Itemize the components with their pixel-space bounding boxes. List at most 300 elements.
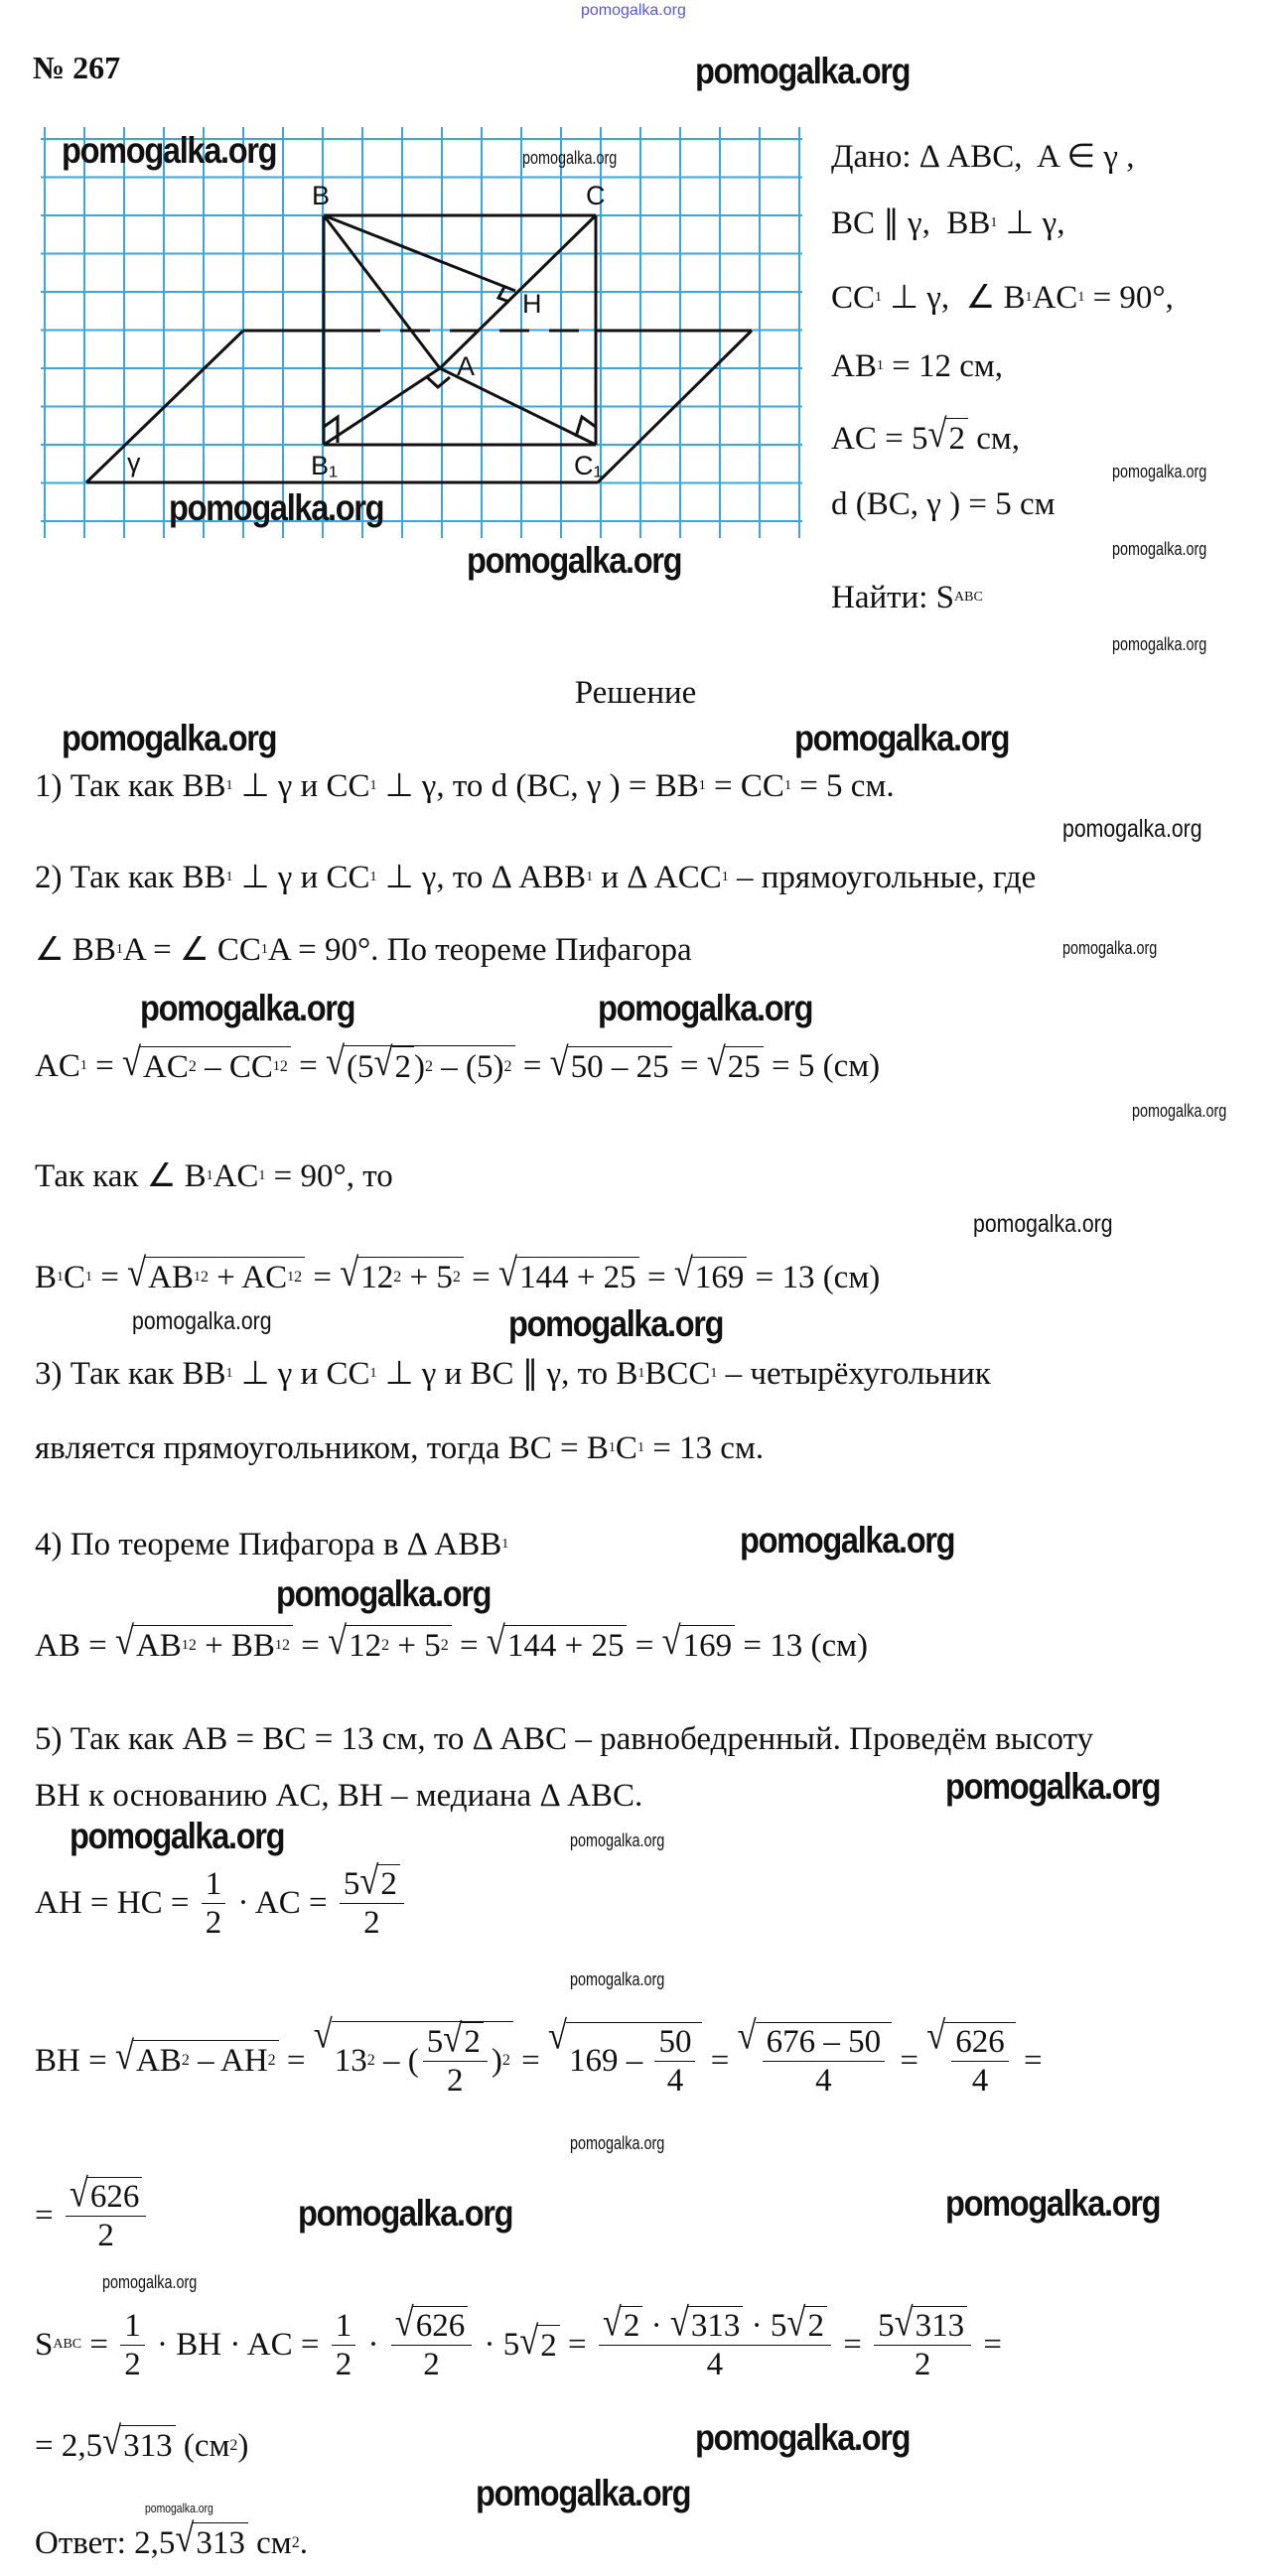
text-run: AC — [35, 1048, 80, 1084]
radical-sign-icon: √ — [549, 1040, 569, 1084]
fraction — [599, 2300, 831, 2383]
radical-sign-icon: √ — [486, 1619, 505, 1664]
text-run: 313 — [196, 2525, 245, 2561]
square-root — [661, 1619, 736, 1666]
radicand — [87, 2177, 143, 2216]
text-run: 50 – 25 — [570, 1048, 669, 1085]
radical-sign-icon: √ — [443, 2016, 463, 2061]
step-2-line-3: Так как ∠ B 1 AC 1 = 90°, то — [35, 1158, 393, 1194]
text-run: и Δ ACC — [593, 860, 722, 895]
radicand — [756, 2022, 893, 2100]
step-5-line-2 — [35, 1776, 642, 1816]
text-run: = — [514, 1048, 550, 1084]
text-run: = 5 см. — [790, 768, 895, 804]
text-run: 626 — [89, 2179, 140, 2215]
radical-sign-icon: √ — [519, 2319, 539, 2363]
text-run: – AH — [189, 2043, 268, 2079]
radicand: AB 1 2 + AC 1 2 — [145, 1257, 305, 1297]
text-run: 25 — [727, 1048, 761, 1085]
text-run: = — [92, 1259, 128, 1295]
step-5-formula-bh — [35, 2012, 1043, 2100]
text-run: ⊥ γ, ∠ B — [882, 280, 1026, 316]
text-run: BCC — [644, 1356, 711, 1392]
text-run: (5 — [347, 1048, 374, 1085]
square-root — [313, 2012, 513, 2100]
step-3-line-2: является прямоугольником, тогда BC = B 1 C 1 = 13 см. — [35, 1430, 765, 1466]
text-run: Ответ: 2,5 — [35, 2524, 176, 2561]
radicand: AB 1 2 + BB 1 2 — [133, 1625, 293, 1666]
text-run: 2 — [914, 2347, 931, 2382]
text-run: ) — [491, 2043, 502, 2079]
watermark: pomogalka.org — [945, 2183, 1161, 2224]
radicand — [680, 1625, 736, 1666]
text-run: Так как ∠ B — [35, 1158, 207, 1194]
watermark: pomogalka.org — [467, 540, 682, 581]
fraction — [654, 2023, 695, 2100]
text-run: ) — [237, 2427, 249, 2464]
text-run: ⊥ γ и CC — [232, 860, 370, 895]
text-run: BC ∥ γ, BB — [831, 205, 991, 241]
watermark: pomogalka.org — [570, 1830, 665, 1850]
grid-paper — [41, 127, 802, 538]
radicand: 12 2 + 5 2 — [357, 1257, 464, 1297]
fraction — [391, 2300, 473, 2383]
watermark: pomogalka.org — [62, 130, 277, 171]
square-root — [102, 2419, 176, 2466]
step-5-formula-area: S ABC = $\frac{1}{2}$ · BH · AC = $\frac{1}{2}$ · √ 626 2 · 5 √ 2 = √ 2 · √ 313 · 5 √ 2 4 = 5 √ 313 2 = — [35, 2300, 1002, 2382]
text-run: + AC — [209, 1260, 288, 1295]
text-run: . — [299, 2524, 308, 2561]
text-run: B — [35, 1259, 58, 1295]
denominator — [707, 2346, 724, 2383]
text-run: ∠ BB — [35, 932, 116, 968]
text-run: 12 — [360, 1260, 394, 1295]
watermark: pomogalka.org — [740, 1520, 955, 1560]
text-run: 2 — [124, 2346, 141, 2382]
text-run: 4 — [706, 2347, 724, 2382]
denominator — [206, 1904, 222, 1942]
radicand — [516, 1257, 639, 1297]
step-5-formula-ah — [35, 1858, 408, 1942]
text-run: ⊥ γ, то Δ ABB — [376, 860, 587, 895]
numerator — [654, 2023, 695, 2062]
text-run: 1 — [335, 2307, 352, 2344]
text-run: 5 — [426, 2023, 444, 2060]
given-line-3: CC 1 ⊥ γ, ∠ B 1 AC 1 = 90°, — [831, 280, 1174, 316]
text-run: · — [642, 2307, 670, 2344]
square-root — [894, 2300, 968, 2345]
numerator — [202, 1865, 226, 1904]
find-line: Найти: S ABC — [831, 580, 983, 615]
text-run: 2 — [380, 1866, 397, 1902]
watermark: pomogalka.org — [62, 718, 277, 758]
text-run: 313 — [915, 2308, 965, 2344]
denominator — [97, 2217, 114, 2254]
watermark: pomogalka.org — [1112, 634, 1207, 654]
text-run: AH = HC = — [35, 1885, 198, 1921]
text-run: = — [1015, 2042, 1043, 2079]
radicand — [413, 2306, 469, 2345]
label-C: C — [586, 181, 606, 210]
watermark: pomogalka.org — [695, 2417, 911, 2458]
text-run: A = ∠ CC — [122, 932, 261, 968]
right-angle-C1 — [576, 417, 596, 437]
radical-sign-icon: √ — [737, 2013, 757, 2058]
radical-sign-icon: √ — [547, 2013, 567, 2058]
step-2-line-1: 2) Так как BB 1 ⊥ γ и CC 1 ⊥ γ, то Δ ABB 1 и Δ ACC 1 – прямоугольные, где — [35, 860, 1037, 895]
radical-sign-icon: √ — [894, 2300, 914, 2345]
watermark: pomogalka.org — [522, 148, 618, 168]
text-run: 169 — [682, 1628, 733, 1664]
text-run: d (BC, γ ) = 5 см — [831, 486, 1056, 522]
text-run: 626 — [955, 2023, 1005, 2060]
step-4-formula-ab — [35, 1619, 868, 1666]
text-run: 4 — [971, 2062, 989, 2099]
watermark: pomogalka.org — [102, 2272, 198, 2292]
text-run: = — [86, 1048, 122, 1084]
text-run: ⊥ γ и BC ∥ γ, то B — [376, 1356, 638, 1392]
text-run: 1 — [124, 2307, 141, 2344]
given-line-6 — [831, 484, 1055, 524]
text-run: 5 — [343, 1865, 360, 1902]
text-run: = — [463, 1259, 499, 1295]
text-run: 2 — [540, 2327, 557, 2364]
numerator — [120, 2307, 145, 2346]
watermark: pomogalka.org — [598, 988, 813, 1028]
text-run: = — [451, 1627, 487, 1664]
radical-sign-icon: √ — [328, 1619, 348, 1664]
step-2-formula-ac1: AC 1 = √ AC 2 – CC 1 2 = √ (5 √ 2 ) 2 – (5) 2 = √ 50 – 25 = √ 25 = 5 (см) — [35, 1045, 880, 1087]
radicand — [392, 1046, 415, 1087]
numerator — [763, 2023, 886, 2062]
text-run: 676 – 50 — [766, 2023, 882, 2060]
text-run: C — [64, 1259, 86, 1295]
step-5-area-result: = 2,5 √ 313 (см 2 ) — [35, 2425, 248, 2466]
square-root — [373, 1040, 415, 1087]
denominator — [363, 1904, 380, 1942]
numerator — [332, 2307, 356, 2346]
text-run: AC — [142, 1048, 189, 1085]
text-run: ⊥ γ, — [997, 205, 1065, 241]
text-run: = — [278, 2042, 314, 2079]
square-root — [519, 2319, 560, 2366]
square-root — [547, 2013, 703, 2100]
radical-sign-icon: √ — [706, 1040, 726, 1084]
text-run: = — [627, 1627, 662, 1664]
text-run: = CC — [705, 768, 784, 804]
text-run: + 5 — [401, 1260, 453, 1295]
text-run: Дано: Δ ABC, A ∈ γ , — [831, 139, 1135, 175]
radical-sign-icon: √ — [786, 2300, 806, 2345]
text-run: 2 — [623, 2308, 640, 2344]
square-root — [69, 2171, 143, 2216]
radicand — [944, 2022, 1016, 2100]
watermark: pomogalka.org — [1062, 815, 1202, 843]
step-5-formula-bh-result — [35, 2171, 150, 2254]
text-run: = 13 (см) — [747, 1259, 881, 1295]
text-run: является прямоугольником, тогда BC = B — [35, 1430, 609, 1466]
square-root — [486, 1619, 628, 1666]
text-run: 2 — [97, 2218, 114, 2253]
text-run: S — [35, 2327, 54, 2363]
radicand — [804, 2306, 827, 2345]
square-root — [706, 1040, 764, 1087]
numerator — [391, 2300, 473, 2346]
square-root — [498, 1251, 639, 1297]
fraction — [202, 1865, 226, 1942]
step-1: 1) Так как BB 1 ⊥ γ и CC 1 ⊥ γ, то d (BC, γ ) = BB 1 = CC 1 = 5 см. — [35, 768, 895, 804]
square-root — [737, 2013, 893, 2100]
text-run: = 2,5 — [35, 2427, 103, 2464]
fraction — [951, 2023, 1009, 2100]
text-run: – прямоугольные, где — [728, 860, 1037, 895]
answer-line: Ответ: 2,5 √ 313 см 2 . — [35, 2522, 308, 2563]
text-run: = — [290, 1048, 326, 1084]
radicand: AC 2 – CC 1 2 — [140, 1046, 291, 1087]
watermark: pomogalka.org — [570, 2133, 665, 2153]
radical-sign-icon: √ — [325, 1039, 345, 1084]
label-B: B — [312, 181, 331, 210]
text-run: 5 — [878, 2307, 895, 2344]
radicand — [120, 2425, 176, 2466]
text-run: BH = — [35, 2042, 115, 2079]
numerator — [423, 2016, 488, 2062]
text-run: = — [35, 2198, 62, 2234]
watermark: pomogalka.org — [1132, 1101, 1227, 1121]
text-run: = — [305, 1259, 341, 1295]
watermark: pomogalka.org — [570, 1969, 665, 1989]
text-run: + 5 — [389, 1628, 441, 1664]
fraction — [332, 2307, 356, 2383]
radical-sign-icon: √ — [127, 1251, 147, 1295]
text-run: 13 — [334, 2043, 367, 2079]
numerator — [340, 1858, 404, 1904]
given-line-4: AB 1 = 12 см, — [831, 348, 1003, 384]
text-run: ⊥ γ, то d (BC, γ ) = BB — [376, 768, 699, 804]
given-line-1 — [831, 137, 1135, 177]
text-run: = — [512, 2042, 548, 2079]
text-run: AB — [135, 2043, 182, 2079]
radical-sign-icon: √ — [114, 1619, 134, 1664]
radical-sign-icon: √ — [102, 2419, 122, 2464]
radical-sign-icon: √ — [602, 2300, 622, 2345]
radicand — [692, 1257, 748, 1297]
radicand — [461, 2022, 484, 2061]
text-run: – CC — [196, 1048, 273, 1085]
square-root — [786, 2300, 827, 2345]
watermark: pomogalka.org — [145, 2501, 213, 2515]
text-run: = — [81, 2327, 117, 2363]
label-B1: B₁ — [311, 451, 339, 480]
text-run: · AC = — [229, 1885, 336, 1921]
text-run: + BB — [196, 1628, 275, 1664]
text-run: – (5) — [433, 1048, 504, 1085]
fraction — [340, 1858, 404, 1942]
text-run: 313 — [690, 2308, 741, 2344]
square-root — [926, 2013, 1016, 2100]
radical-sign-icon: √ — [673, 1251, 693, 1295]
text-run: = — [292, 1627, 329, 1664]
radical-sign-icon: √ — [926, 2013, 946, 2058]
text-run: 2 — [363, 1905, 380, 1941]
radical-sign-icon: √ — [498, 1251, 518, 1295]
text-run: · 5 — [476, 2327, 520, 2363]
text-run: 3) Так как BB — [35, 1356, 226, 1392]
radical-sign-icon: √ — [69, 2171, 88, 2216]
watermark: pomogalka.org — [695, 51, 911, 91]
text-run: = — [834, 2327, 871, 2363]
denominator — [667, 2062, 684, 2100]
watermark: pomogalka.org — [1112, 462, 1207, 481]
square-root — [359, 1858, 400, 1903]
text-run: AB — [831, 348, 877, 384]
denominator — [336, 2346, 352, 2383]
radicand — [945, 418, 968, 459]
square-root — [325, 1039, 515, 1087]
text-run: CC — [831, 280, 876, 316]
watermark: pomogalka.org — [1112, 539, 1207, 559]
text-run: AB = — [35, 1627, 115, 1664]
text-run: AC — [1032, 280, 1078, 316]
text-run: 2 — [807, 2308, 824, 2344]
numerator — [599, 2300, 831, 2346]
watermark: pomogalka.org — [276, 1573, 492, 1614]
square-root — [114, 1619, 293, 1666]
text-run: 4 — [666, 2062, 684, 2099]
text-run: 50 — [658, 2023, 692, 2060]
denominator — [423, 2346, 440, 2383]
square-root — [114, 2034, 279, 2081]
square-root — [328, 1619, 452, 1666]
text-run: – ( — [374, 2043, 419, 2079]
text-run: 2 — [205, 1904, 222, 1941]
radicand — [725, 1046, 764, 1087]
radical-sign-icon: √ — [394, 2300, 414, 2345]
text-run: = 90°, — [1084, 280, 1174, 316]
text-run: = — [559, 2327, 595, 2363]
text-run: = — [671, 1048, 707, 1084]
radical-sign-icon: √ — [359, 1858, 379, 1903]
text-run: ⊥ γ и CC — [232, 768, 370, 804]
text-run: 2 — [948, 421, 965, 457]
watermark: pomogalka.org — [476, 2473, 691, 2513]
fraction — [763, 2023, 886, 2100]
radicand — [504, 1625, 628, 1666]
text-run: = 13 (см) — [735, 1627, 868, 1664]
denominator — [124, 2346, 141, 2383]
square-root — [121, 1040, 291, 1087]
radical-sign-icon: √ — [669, 2300, 689, 2345]
text-run: = — [975, 2327, 1002, 2363]
text-run: ) — [414, 1048, 426, 1085]
fraction — [66, 2171, 147, 2254]
radicand — [193, 2522, 248, 2563]
text-run: = — [892, 2042, 927, 2079]
radicand: 13 2 – ( 5 √ 2 2 ) 2 — [332, 2021, 513, 2100]
square-root — [927, 412, 968, 459]
radical-sign-icon: √ — [114, 2034, 134, 2079]
text-run: 4) По теореме Пифагора в Δ ABB — [35, 1527, 502, 1562]
radicand — [913, 2306, 968, 2345]
step-4-line-1: 4) По теореме Пифагора в Δ ABB 1 — [35, 1527, 509, 1562]
radicand — [688, 2306, 744, 2345]
text-run: BH к основанию AC, BH – медиана Δ ABC. — [35, 1778, 643, 1814]
radicand: AB 2 – AH 2 — [133, 2040, 279, 2081]
radicand — [566, 2022, 703, 2100]
radical-sign-icon: √ — [313, 2012, 333, 2057]
watermark: pomogalka.org — [1062, 938, 1158, 958]
text-run: 1) Так как BB — [35, 768, 226, 804]
fraction — [120, 2307, 145, 2383]
watermark-top[interactable]: pomogalka.org — [581, 2, 686, 19]
label-gamma: γ — [127, 448, 141, 477]
numerator — [951, 2023, 1009, 2062]
square-root — [602, 2300, 643, 2345]
text-run: 2 — [447, 2063, 464, 2099]
text-run: 2) Так как BB — [35, 860, 226, 895]
square-root — [340, 1251, 464, 1297]
text-run: AC — [212, 1158, 259, 1194]
text-run: = — [638, 1259, 674, 1295]
denominator — [815, 2062, 832, 2100]
solution-heading: Решение — [574, 675, 697, 711]
radical-sign-icon: √ — [373, 1040, 393, 1085]
text-run: 626 — [415, 2308, 466, 2344]
denominator — [972, 2062, 989, 2100]
text-run: C — [615, 1430, 637, 1466]
square-root — [394, 2300, 469, 2345]
text-run: A = 90°. По теореме Пифагора — [267, 932, 692, 968]
watermark: pomogalka.org — [140, 988, 355, 1028]
watermark: pomogalka.org — [132, 1307, 272, 1335]
text-run: 2 — [423, 2347, 440, 2382]
text-run: ⊥ γ и CC — [232, 1356, 370, 1392]
text-run: = 12 см, — [883, 348, 1003, 384]
text-run: 144 + 25 — [519, 1260, 636, 1295]
text-run: AB — [148, 1260, 195, 1295]
radicand: (5 √ 2 ) 2 – (5) 2 — [344, 1045, 515, 1087]
step-2-formula-b1c1: B 1 C 1 = √ AB 1 2 + AC 1 2 = √ 12 2 + 5 2 = √ 144 + 25 = √ 169 = 13 (см) — [35, 1257, 880, 1297]
text-run: 1 — [205, 1865, 222, 1902]
watermark: pomogalka.org — [794, 718, 1010, 758]
step-3-line-1: 3) Так как BB 1 ⊥ γ и CC 1 ⊥ γ и BC ∥ γ, то B 1 BCC 1 – четырёхугольник — [35, 1356, 991, 1392]
text-run: 2 — [464, 2024, 481, 2060]
text-run: 169 – — [568, 2043, 651, 2079]
text-run: 313 — [123, 2428, 173, 2464]
given-line-2: BC ∥ γ, BB 1 ⊥ γ, — [831, 205, 1065, 241]
square-root — [127, 1251, 305, 1297]
text-run: · — [359, 2327, 387, 2363]
text-run: 2 — [335, 2346, 352, 2382]
text-run: см — [247, 2524, 292, 2561]
label-H: H — [522, 289, 542, 319]
watermark: pomogalka.org — [945, 1766, 1161, 1807]
numerator — [874, 2300, 971, 2346]
text-run: AC = 5 — [831, 420, 928, 457]
text-run: = 5 (см) — [763, 1048, 881, 1084]
numerator — [66, 2171, 147, 2217]
text-run: · 5 — [743, 2307, 787, 2344]
square-root — [549, 1040, 672, 1087]
text-run: 2 — [394, 1049, 412, 1085]
text-run: · BH · AC = — [148, 2327, 328, 2363]
text-run: 169 — [694, 1260, 745, 1295]
square-root — [443, 2016, 484, 2061]
given-line-5 — [831, 412, 1020, 459]
text-run: см, — [967, 420, 1020, 457]
text-run: 4 — [815, 2062, 832, 2099]
text-run: 12 — [349, 1628, 382, 1664]
